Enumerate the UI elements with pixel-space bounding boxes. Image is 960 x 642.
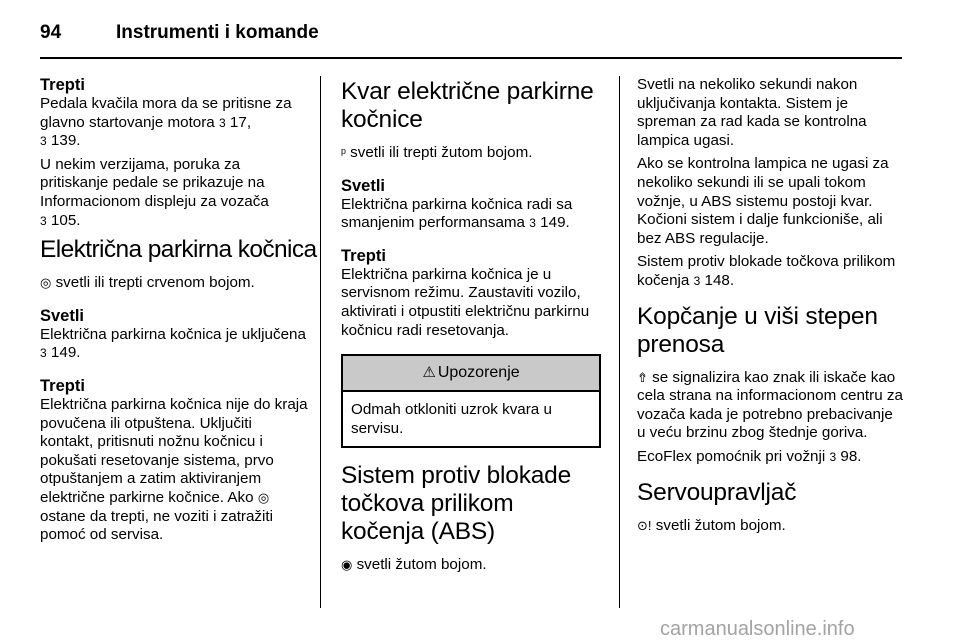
column-2 [341, 76, 603, 580]
abs-icon: ◉ [341, 557, 353, 573]
reference-arrow-icon: 3 [40, 134, 47, 149]
paragraph: EcoFlex pomoćnik pri vožnji 3 98. [637, 447, 862, 465]
paragraph: Pedala kvačila mora da se pritisne za glavno startovanje motora 3 17, 3 139. [40, 95, 292, 150]
reference-arrow-icon: 3 [829, 449, 837, 464]
page-reference[interactable]: 17, [229, 113, 252, 131]
reference-arrow-icon: 3 [693, 273, 701, 288]
section-heading: Servoupravljač [637, 478, 797, 506]
page-reference[interactable]: 148. [704, 271, 735, 289]
paragraph: ⊙! svetli žutom bojom. [637, 516, 786, 534]
subheading-svetli: Svetli [341, 176, 386, 195]
page-reference[interactable]: 139. [50, 132, 81, 150]
paragraph: Električna parkirna kočnica je uključena 3 149. [40, 325, 306, 362]
section-heading: Kopčanje u viši stepen prenosa [637, 302, 878, 358]
reference-arrow-icon: 3 [40, 213, 47, 228]
page-header [40, 12, 902, 52]
paragraph: Ako se kontrolna lampica ne ugasi za nekoliko sekundi ili se upali tokom vožnje, u ABS sistemu postoji kvar. Kočioni sistem i dalje funkcioniše, ali bez ABS regulacije. [637, 155, 889, 247]
paragraph: ◎ svetli ili trepti crvenom bojom. [40, 274, 255, 292]
section-heading: Električna parkirna kočnica [40, 236, 317, 264]
header-divider [40, 57, 902, 59]
column-divider-2 [619, 76, 620, 608]
steering-icon: ⊙! [637, 517, 652, 533]
paragraph: ◉ svetli žutom bojom. [341, 556, 487, 574]
warning-header [343, 356, 599, 392]
upshift-icon: ⇮ [637, 369, 648, 385]
paragraph: Električna parkirna kočnica radi sa smanjenim performansama 3 149. [341, 195, 573, 232]
column-divider-1 [320, 76, 321, 608]
paragraph: Sistem protiv blokade točkova prilikom kočenja 3 148. [637, 253, 896, 289]
warning-text: Odmah otkloniti uzrok kvara u servisu. [351, 401, 552, 437]
page-number: 94 [40, 22, 62, 43]
paragraph: ⇮ se signalizira kao znak ili iskače kao cela strana na informacionom centru za vozača kada je potrebno prebacivanje u veću brzinu zbog štednje goriva. [637, 368, 903, 442]
subheading-trepti: Trepti [40, 376, 85, 395]
column-1 [40, 76, 317, 550]
parking-brake-icon: ◎ [257, 489, 270, 505]
section-heading: Kvar električne parkirne kočnice [341, 78, 594, 133]
paragraph: Svetli na nekoliko sekundi nakon uključivanja kontakta. Sistem je spreman za rad kada se kontrolna lampica ugasi. [637, 76, 867, 149]
subheading-trepti: Trepti [40, 76, 85, 94]
paragraph: ᵖ svetli ili trepti žutom bojom. [341, 144, 533, 161]
parking-brake-icon: ◎ [40, 275, 52, 291]
page-reference[interactable]: 98. [840, 447, 862, 465]
watermark: carmanualsonline.info [660, 618, 855, 640]
warning-box [341, 354, 601, 448]
page-title: Instrumenti i komande [116, 22, 319, 43]
subheading-svetli: Svetli [40, 306, 85, 325]
page-reference[interactable]: 149. [540, 214, 570, 232]
page-reference[interactable]: 105. [50, 211, 81, 229]
page-reference[interactable]: 149. [50, 344, 81, 362]
section-heading: Sistem protiv blokade točkova prilikom kočenja (ABS) [341, 462, 572, 546]
parking-brake-fault-icon: ᵖ [341, 145, 346, 160]
warning-icon: ⚠ [422, 363, 436, 381]
reference-arrow-icon: 3 [40, 346, 47, 361]
paragraph: Električna parkirna kočnica nije do kraja povučena ili otpuštena. Uključiti kontakt, pritisnuti nožnu kočnicu i pokušati resetovanje sistema, prvo otpuštanjem a zatim aktiviranjem električne parkirne kočnice. Ako ◎ ostane da trepti, ne voziti i zatražiti pomoć od servisa. [40, 395, 308, 544]
subheading-trepti: Trepti [341, 246, 386, 265]
warning-title: Upozorenje [437, 363, 520, 381]
column-3 [637, 76, 905, 540]
paragraph: Električna parkirna kočnica je u servisnom režimu. Zaustaviti vozilo, aktivirati i otpustiti električnu parkirnu kočnicu radi resetovanja. [341, 265, 590, 339]
reference-arrow-icon: 3 [219, 115, 226, 130]
paragraph: U nekim verzijama, poruka za pritiskanje pedale se prikazuje na Informacionom displeju za vozača 3 105. [40, 155, 269, 229]
reference-arrow-icon: 3 [529, 216, 536, 231]
